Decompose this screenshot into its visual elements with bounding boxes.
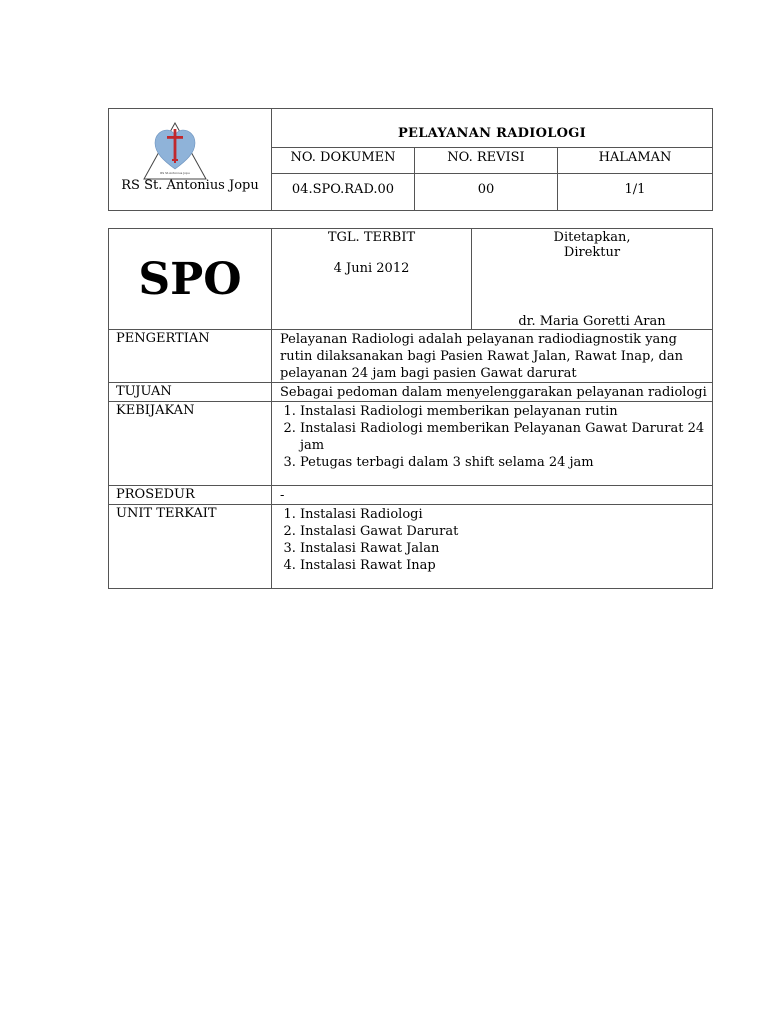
unit-terkait-list [272, 506, 706, 574]
list-item: 4. Instalasi Rawat Inap [300, 557, 706, 574]
hospital-name: RS St. Antonius Jopu [121, 178, 259, 193]
halaman-header: HALAMAN [558, 148, 713, 174]
list-item: 3. Instalasi Rawat Jalan [300, 540, 706, 557]
unit-terkait-list-cell [272, 505, 713, 589]
no-revisi-header: NO. REVISI [415, 148, 558, 174]
ditetapkan-cell [472, 229, 713, 330]
spo-table [108, 228, 713, 589]
kebijakan-list [272, 403, 706, 471]
document-header-table [108, 108, 713, 211]
tgl-terbit-label: TGL. TERBIT [327, 230, 416, 245]
spo-label: SPO [109, 229, 272, 330]
tgl-terbit-value: 4 Juni 2012 [333, 261, 410, 276]
logo-cell [109, 109, 272, 211]
document-title: PELAYANAN RADIOLOGI [272, 109, 713, 148]
tujuan-text: Sebagai pedoman dalam menyelenggarakan pelayanan radiologi [272, 383, 713, 402]
kebijakan-list-cell [272, 402, 713, 486]
prosedur-text: - [272, 486, 713, 505]
pengertian-text: Pelayanan Radiologi adalah pelayanan radiodiagnostik yang rutin dilaksanakan bagi Pasien Rawat Jalan, Rawat Inap, dan pelayanan 24 jam bagi pasien Gawat darurat [272, 330, 713, 383]
prosedur-label: PROSEDUR [109, 486, 272, 505]
list-item: 2. Instalasi Radiologi memberikan Pelayanan Gawat Darurat 24 jam [300, 420, 706, 454]
hospital-logo-icon [142, 121, 208, 183]
tujuan-label: TUJUAN [109, 383, 272, 402]
kebijakan-label: KEBIJAKAN [109, 402, 272, 486]
list-item: 3. Petugas terbagi dalam 3 shift selama 24 jam [300, 454, 706, 471]
list-item: 1. Instalasi Radiologi [300, 506, 706, 523]
direktur-label: Direktur [563, 245, 621, 260]
list-item: 1. Instalasi Radiologi memberikan pelayanan rutin [300, 403, 706, 420]
logo-inner-text: RS St.Antonius Jopu [160, 171, 190, 175]
unit-terkait-label: UNIT TERKAIT [109, 505, 272, 589]
no-dokumen-header: NO. DOKUMEN [272, 148, 415, 174]
list-item: 2. Instalasi Gawat Darurat [300, 523, 706, 540]
halaman-value: 1/1 [558, 174, 713, 211]
no-revisi-value: 00 [415, 174, 558, 211]
ditetapkan-label: Ditetapkan, [553, 230, 631, 245]
director-name: dr. Maria Goretti Aran [518, 314, 666, 329]
pengertian-label: PENGERTIAN [109, 330, 272, 383]
no-dokumen-value: 04.SPO.RAD.00 [272, 174, 415, 211]
tgl-terbit-cell [272, 229, 472, 330]
